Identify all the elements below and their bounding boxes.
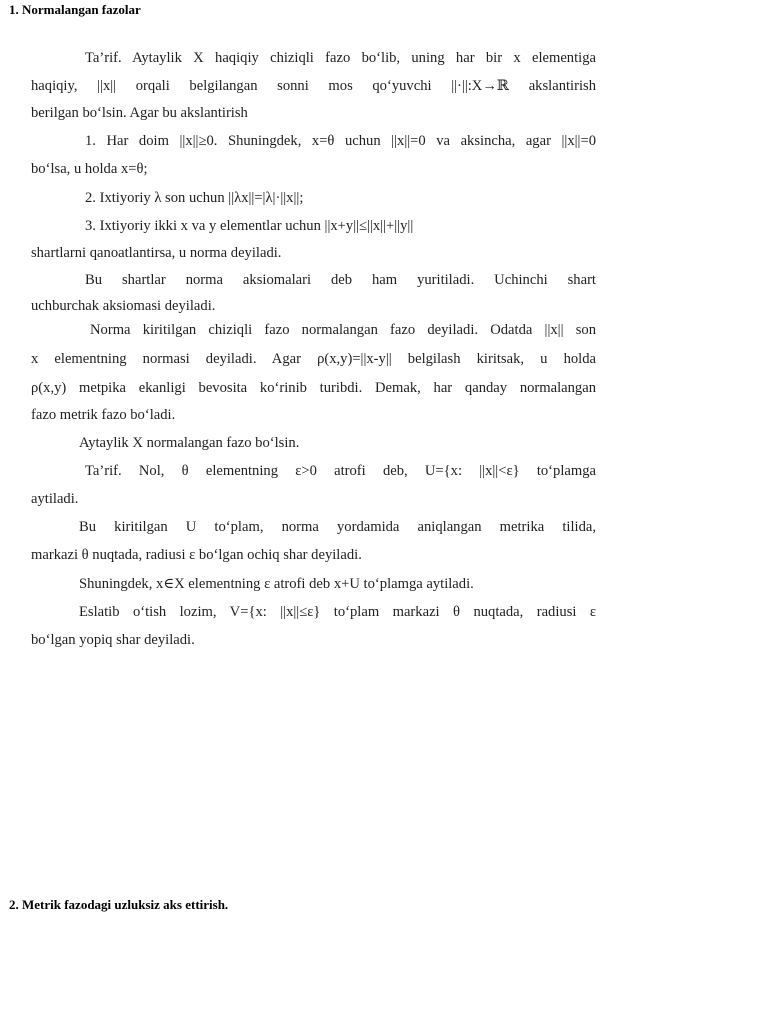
definition-1-line-1: Ta’rif. Aytaylik X haqiqiy chiziqli fazo bo‘lib, uning har bir x elementiga <box>85 50 596 66</box>
neighborhood-line: Shuningdek, x∈X elementning ε atrofi deb x+U to‘plamga aytiladi. <box>79 576 474 592</box>
assume-normed-space: Aytaylik X normalangan fazo bo‘lsin. <box>79 435 300 451</box>
normed-space-line-4: fazo metrik fazo bo‘ladi. <box>31 407 176 423</box>
normed-space-line-2: x elementning normasi deyiladi. Agar ρ(x,y)=||x-y|| belgilash kiritsak, u holda <box>31 351 596 367</box>
closed-ball-line-1: Eslatib o‘tish lozim, V={x: ||x||≤ε} to‘plam markazi θ nuqtada, radiusi ε <box>79 604 596 620</box>
open-ball-line-2: markazi θ nuqtada, radiusi ε bo‘lgan ochiq shar deyiladi. <box>31 547 362 563</box>
norm-conclusion: shartlarni qanoatlantirsa, u norma deyiladi. <box>31 245 282 261</box>
definition-1-line-2: haqiqiy, ||x|| orqali belgilangan sonni mos qo‘yuvchi ||·||:X→ℝ akslantirish <box>31 78 596 94</box>
normed-space-line-3: ρ(x,y) metpika ekanligi bevosita ko‘rinib turibdi. Demak, har qanday normalangan <box>31 380 596 396</box>
definition-1-line-3: berilgan bo‘lsin. Agar bu akslantirish <box>31 105 248 121</box>
definition-2-line-2: aytiladi. <box>31 491 79 507</box>
axiom-1-line-2: bo‘lsa, u holda x=θ; <box>31 161 148 177</box>
open-ball-line-1: Bu kiritilgan U to‘plam, norma yordamida aniqlangan metrika tilida, <box>79 519 596 535</box>
definition-2-line-1: Ta’rif. Nol, θ elementning ε>0 atrofi deb, U={x: ||x||<ε} to‘plamga <box>85 463 596 479</box>
section-2-title: 2. Metrik fazodagi uzluksiz aks ettirish. <box>9 897 229 912</box>
section-1-title: 1. Normalangan fazolar <box>9 2 141 17</box>
axiom-1-line-1: 1. Har doim ||x||≥0. Shuningdek, x=θ uchun ||x||=0 va aksincha, agar ||x||=0 <box>85 133 596 149</box>
closed-ball-line-2: bo‘lgan yopiq shar deyiladi. <box>31 632 195 648</box>
axioms-note-line-1: Bu shartlar norma aksiomalari deb ham yuritiladi. Uchinchi shart <box>85 272 596 288</box>
axiom-3: 3. Ixtiyoriy ikki x va y elementlar uchun ||x+y||≤||x||+||y|| <box>85 218 414 234</box>
axioms-note-line-2: uchburchak aksiomasi deyiladi. <box>31 298 216 314</box>
normed-space-line-1: Norma kiritilgan chiziqli fazo normalangan fazo deyiladi. Odatda ||x|| son <box>90 322 596 338</box>
axiom-2: 2. Ixtiyoriy λ son uchun ||λx||=|λ|·||x||; <box>85 190 304 206</box>
